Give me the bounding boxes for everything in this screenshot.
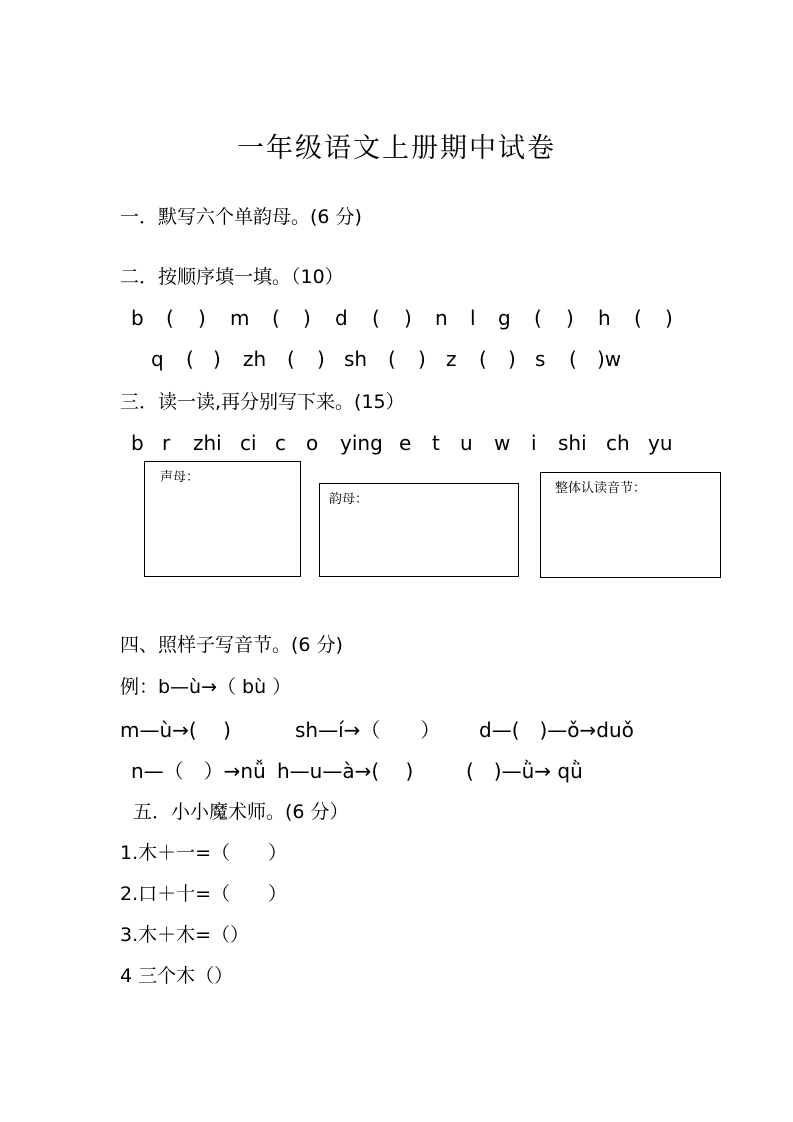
q2-row1-cell: l [470,306,476,330]
q2-row2-cell: ( [287,347,295,371]
finals-box-label: 韵母： [329,492,369,507]
q2-row2-cell: z [446,347,457,371]
finals-answer-box[interactable] [319,483,519,577]
q2-row1-cell: b [131,306,144,330]
question-4-row-2 [0,755,793,781]
syllable-exercise: h—u—à→( ) [277,759,414,783]
q2-row2-cell: ) [508,347,516,371]
q2-row1-cell: ( [166,306,174,330]
q2-row2-cell: ) [213,347,221,371]
q2-row1-cell: ( [634,306,642,330]
question-3-heading: 三．读一读,再分别写下来。(15） [120,391,405,413]
question-1: 一．默写六个单韵母。(6 分) [120,206,362,228]
syllable: ch [606,431,630,455]
q2-row1-cell: g [498,306,511,330]
q2-row1-cell: ( [372,306,380,330]
initials-box-label: 声母： [160,470,200,485]
magic-item-3: 3.木＋木=（） [120,924,250,946]
page-title: 一年级语文上册期中试卷 [237,133,556,164]
syllable: ying [340,431,383,455]
initials-answer-box[interactable] [144,461,301,577]
q2-row2-cell: ( [479,347,487,371]
q2-row1-cell: ) [404,306,412,330]
question-4-example: 例：b—ù→（ bù ） [120,676,292,698]
q2-row2-cell: s [535,347,546,371]
syllable: i [531,431,537,455]
syllable-exercise: m—ù→( ) [120,718,231,742]
question-4-heading: 四、照样子写音节。(6 分) [120,634,343,656]
q2-row1-cell: ( [272,306,280,330]
q2-row2-cell: )w [597,347,622,371]
syllable-exercise: n—（ ）→nǚ [131,759,266,783]
syllable: o [306,431,319,455]
q2-row2-cell: sh [344,347,368,371]
q2-row2-cell: ) [418,347,426,371]
q2-row1-cell: d [335,306,348,330]
magic-item-1: 1.木＋一=（ ） [120,842,288,864]
syllable: zhi [193,431,222,455]
question-4-row-1 [0,714,793,740]
syllable: e [399,431,412,455]
q2-row1-cell: h [598,306,611,330]
q2-row2-cell: ( [569,347,577,371]
syllable: t [432,431,440,455]
question-3-syllables [0,431,793,457]
q2-row1-cell: ( [534,306,542,330]
syllable: yu [648,431,673,455]
q2-row1-cell: ) [303,306,311,330]
syllable: w [494,431,511,455]
question-2-heading: 二．按顺序填一填。（10） [120,266,344,288]
syllable: r [162,431,171,455]
syllable: ci [240,431,257,455]
whole-syllables-answer-box[interactable] [540,472,721,578]
q2-row2-cell: ( [388,347,396,371]
q2-row1-cell: ) [665,306,673,330]
q2-row2-cell: ( [186,347,194,371]
syllable-exercise: ( )—ǜ→ qǜ [466,759,583,783]
q2-row2-cell: q [151,347,164,371]
q2-row2-cell: zh [243,347,267,371]
syllable: u [460,431,473,455]
question-2-row-1 [0,306,793,332]
magic-item-4: 4 三个木（） [120,965,234,987]
syllable: b [131,431,144,455]
q2-row1-cell: ) [566,306,574,330]
syllable: c [275,431,286,455]
q2-row1-cell: n [435,306,448,330]
question-2-row-2 [0,347,793,373]
syllable-exercise: d—( )—ǒ→duǒ [479,718,634,742]
q2-row1-cell: ) [198,306,206,330]
q2-row1-cell: m [230,306,250,330]
q2-row2-cell: ) [317,347,325,371]
syllable: shi [558,431,587,455]
question-5-heading: 五．小小魔术师。(6 分） [133,801,349,823]
whole-syllables-box-label: 整体认读音节： [555,481,647,496]
magic-item-2: 2.口＋十=（ ） [120,883,288,905]
syllable-exercise: sh—í→（ ） [295,718,441,742]
